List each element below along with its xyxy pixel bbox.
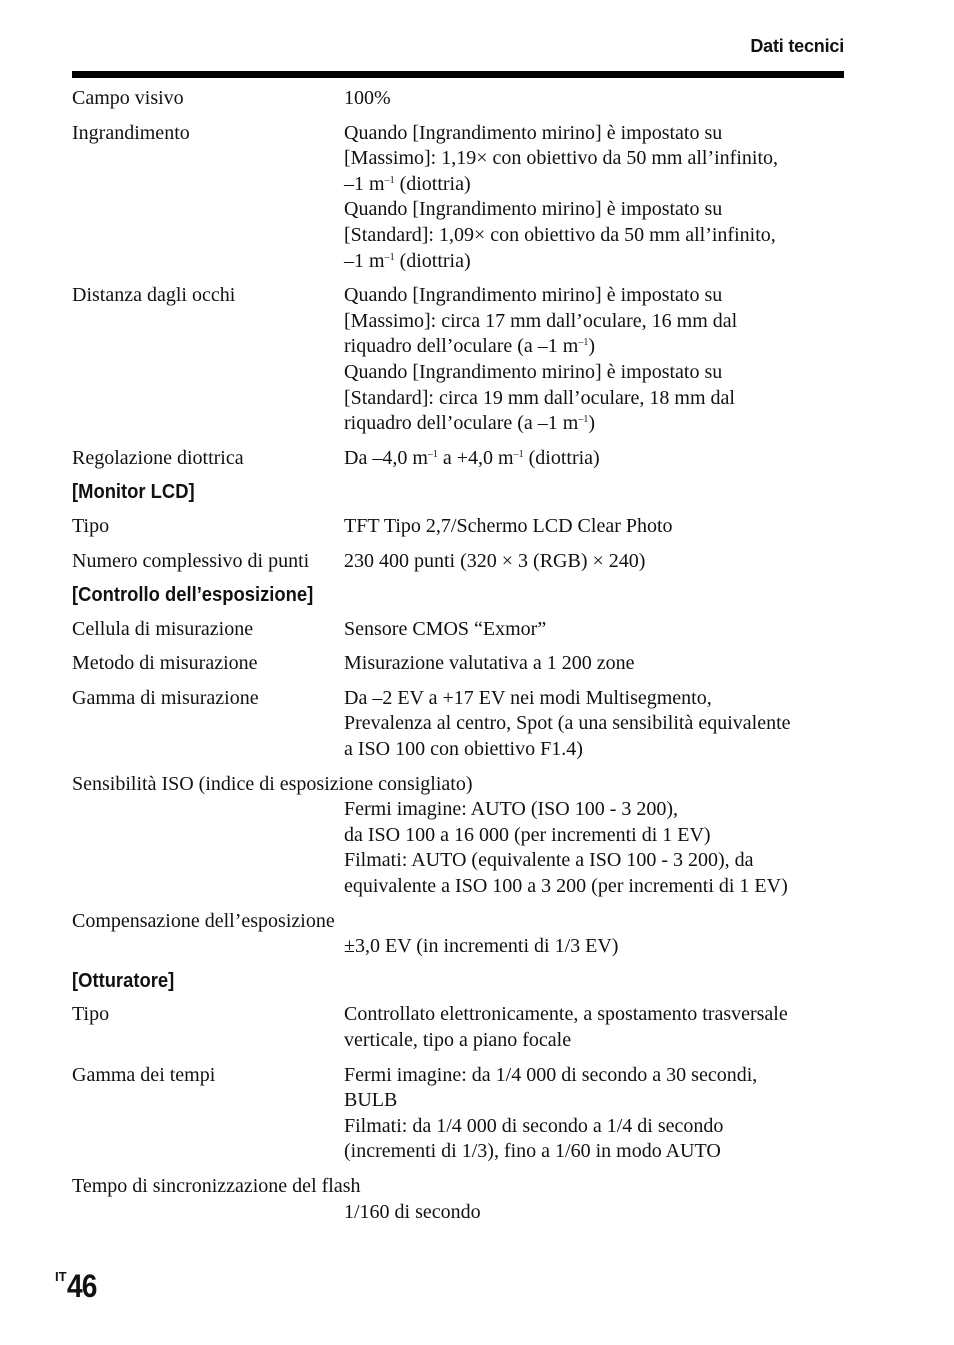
spec-value bbox=[72, 934, 844, 960]
spec-row-ingrandimento bbox=[72, 121, 844, 275]
spec-label: Tempo di sincronizzazione del flash bbox=[72, 1174, 361, 1197]
spec-value-line: –1 $m^{-1}$ (diottria) bbox=[344, 249, 471, 272]
spec-label: Regolazione diottrica bbox=[72, 446, 244, 469]
section-heading-monitor: [Monitor LCD] bbox=[72, 481, 195, 504]
spec-label: Gamma di misurazione bbox=[72, 686, 259, 709]
spec-label: Tipo bbox=[72, 514, 110, 537]
spec-value bbox=[72, 1200, 844, 1226]
spec-value-line: da ISO 100 a 16 000 (per incrementi di 1 EV) bbox=[344, 823, 711, 846]
spec-value-line: [Standard]: circa 19 mm dall’oculare, 18 mm dal bbox=[344, 386, 735, 409]
spec-value-line: 1/160 di secondo bbox=[344, 1200, 481, 1223]
page-language-prefix: IT bbox=[55, 1269, 67, 1284]
spec-value-line: ±3,0 EV (in incrementi di 1/3 EV) bbox=[344, 935, 619, 958]
spec-row-metodo bbox=[72, 651, 844, 677]
spec-label: Distanza dagli occhi bbox=[72, 284, 236, 307]
spec-content bbox=[72, 86, 844, 1234]
spec-value-line: [Standard]: 1,09× con obiettivo da 50 mm all’infinito, bbox=[344, 223, 776, 246]
spec-row-numero-punti bbox=[72, 549, 844, 575]
spec-value bbox=[344, 514, 844, 540]
spec-label: Tipo bbox=[72, 1003, 110, 1026]
spec-label: Campo visivo bbox=[72, 87, 184, 109]
spec-value-line: Quando [Ingrandimento mirino] è impostato su bbox=[344, 360, 723, 383]
spec-value-line: Sensore CMOS “Exmor” bbox=[344, 617, 547, 640]
spec-label: Metodo di misurazione bbox=[72, 652, 258, 675]
spec-value-line: Prevalenza al centro, Spot (a una sensibilità equivalente bbox=[344, 712, 791, 735]
spec-row-monitor-tipo bbox=[72, 514, 844, 540]
header-rule bbox=[72, 71, 844, 78]
spec-value bbox=[344, 283, 844, 437]
page-number-value: 46 bbox=[66, 1268, 97, 1304]
spec-value-line: Fermi imagine: da 1/4 000 di secondo a 30 secondi, bbox=[344, 1063, 758, 1086]
spec-value-line: [Massimo]: 1,19× con obiettivo da 50 mm all’infinito, bbox=[344, 147, 779, 170]
spec-value-line: TFT Tipo 2,7/Schermo LCD Clear Photo bbox=[344, 514, 673, 537]
spec-label: Sensibilità ISO (indice di esposizione consigliato) bbox=[72, 772, 473, 795]
spec-value bbox=[344, 1002, 844, 1053]
spec-row-flash-sync bbox=[72, 1174, 844, 1225]
spec-row-gamma-tempi bbox=[72, 1063, 844, 1165]
spec-value-line: Filmati: AUTO (equivalente a ISO 100 - 3 200), da bbox=[344, 849, 754, 872]
spec-label: Gamma dei tempi bbox=[72, 1063, 216, 1086]
spec-row-regolazione-diottrica bbox=[72, 446, 844, 472]
section-heading-shutter: [Otturatore] bbox=[72, 969, 175, 992]
spec-value bbox=[72, 797, 844, 899]
spec-value-line: Controllato elettronicamente, a spostamento trasversale bbox=[344, 1003, 788, 1026]
spec-value-line: [Massimo]: circa 17 mm dall’oculare, 16 mm dal bbox=[344, 309, 738, 332]
spec-value-line: equivalente a ISO 100 a 3 200 (per incrementi di 1 EV) bbox=[344, 875, 788, 898]
spec-value bbox=[344, 121, 844, 275]
spec-value-line: a ISO 100 con obiettivo F1.4) bbox=[344, 738, 583, 761]
spec-value bbox=[344, 617, 844, 643]
spec-value bbox=[344, 446, 844, 472]
section-heading-exposure: [Controllo dell’esposizione] bbox=[72, 584, 314, 607]
spec-row-campo-visivo bbox=[72, 86, 844, 112]
spec-value-line: Da –4,0 $m^{-1}$ a +4,0 $m^{-1}$ (diottria) bbox=[344, 446, 600, 469]
spec-value-line: 230 400 punti (320 × 3 (RGB) × 240) bbox=[344, 549, 646, 572]
spec-row-compensazione bbox=[72, 909, 844, 960]
spec-row-iso bbox=[72, 772, 844, 900]
spec-row-gamma-misurazione bbox=[72, 686, 844, 763]
spec-value-line: Da –2 EV a +17 EV nei modi Multisegmento, bbox=[344, 686, 712, 709]
spec-value bbox=[344, 1063, 844, 1165]
spec-value bbox=[344, 651, 844, 677]
spec-row-distanza-occhi bbox=[72, 283, 844, 437]
spec-value-line: 100% bbox=[344, 87, 391, 109]
spec-value-line: Quando [Ingrandimento mirino] è impostato su bbox=[344, 198, 723, 221]
running-header: Dati tecnici bbox=[750, 36, 844, 56]
spec-value bbox=[344, 686, 844, 763]
spec-value-line: BULB bbox=[344, 1089, 398, 1112]
spec-value bbox=[344, 549, 844, 575]
spec-label: Cellula di misurazione bbox=[72, 617, 254, 640]
spec-value bbox=[344, 86, 844, 112]
spec-row-otturatore-tipo bbox=[72, 1002, 844, 1053]
spec-value-line: Misurazione valutativa a 1 200 zone bbox=[344, 652, 635, 675]
spec-label: Numero complessivo di punti bbox=[72, 549, 310, 572]
spec-row-cellula bbox=[72, 617, 844, 643]
spec-value-line: Quando [Ingrandimento mirino] è impostato su bbox=[344, 284, 723, 307]
spec-value-line: riquadro dell’oculare (a –1 $m^{-1}$) bbox=[344, 412, 596, 435]
spec-value-line: riquadro dell’oculare (a –1 $m^{-1}$) bbox=[344, 335, 596, 358]
page-number bbox=[55, 1268, 100, 1305]
spec-value-line: Fermi imagine: AUTO (ISO 100 - 3 200), bbox=[344, 798, 679, 821]
spec-value-line: Quando [Ingrandimento mirino] è impostato su bbox=[344, 121, 723, 144]
spec-value-line: (incrementi di 1/3), fino a 1/60 in modo AUTO bbox=[344, 1140, 721, 1163]
spec-value-line: verticale, tipo a piano focale bbox=[344, 1029, 572, 1051]
spec-label: Compensazione dell’esposizione bbox=[72, 909, 335, 932]
spec-label: Ingrandimento bbox=[72, 121, 190, 144]
spec-value-line: –1 $m^{-1}$ (diottria) bbox=[344, 172, 471, 195]
spec-value-line: Filmati: da 1/4 000 di secondo a 1/4 di secondo bbox=[344, 1114, 724, 1137]
